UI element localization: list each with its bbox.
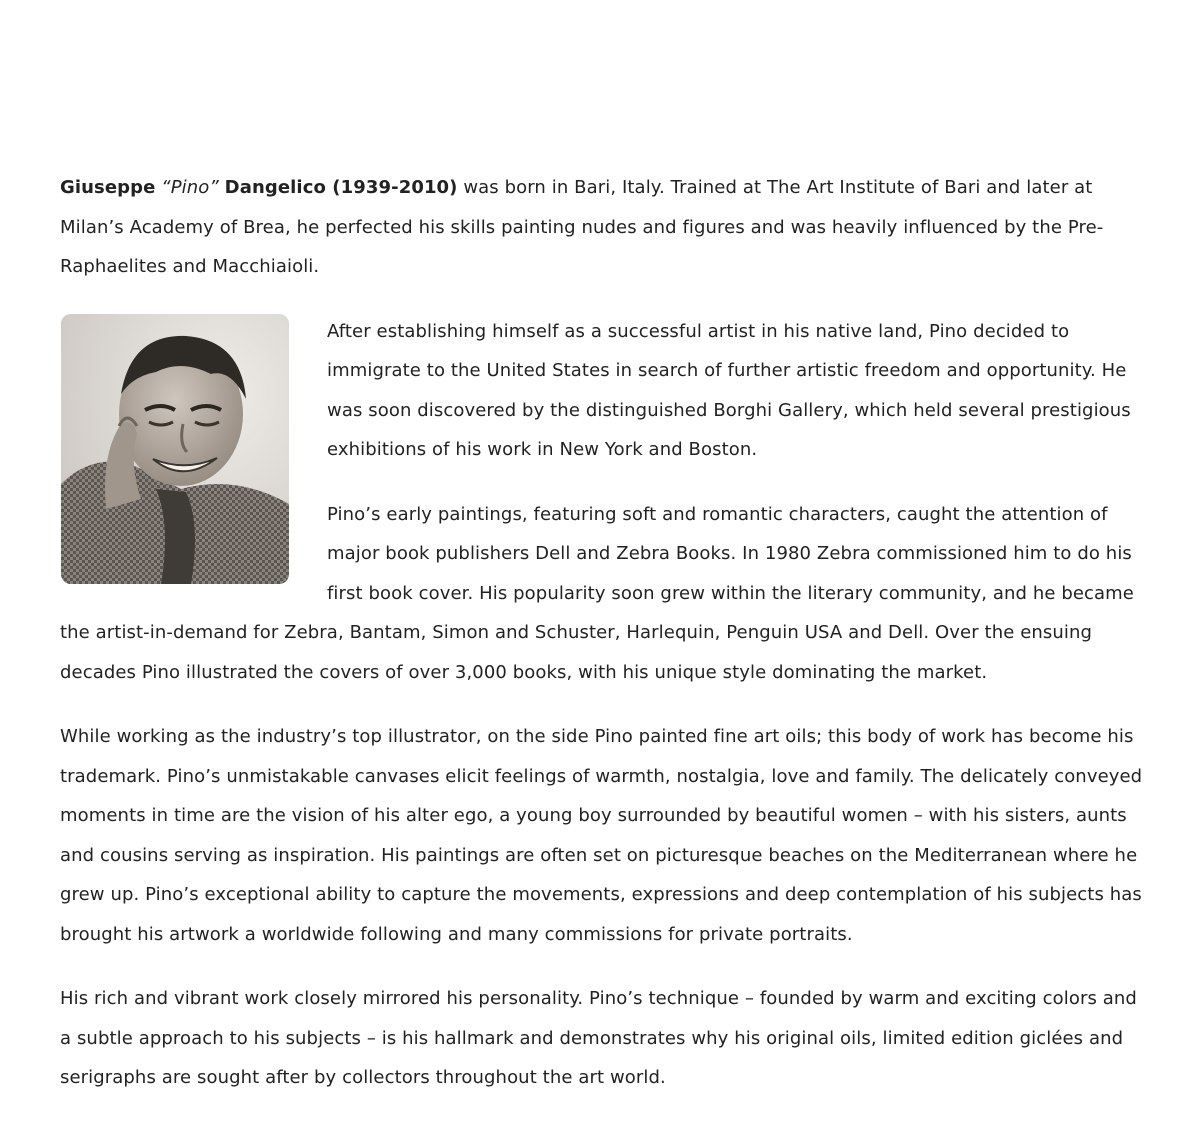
paragraph-immigration: After establishing himself as a successful artist in his native land, Pino decided to immigrate to the United States in search of further artistic freedom and opportunity. He was soon discovered by the distinguished Borghi Gallery, which held several prestigious exhibitions of his work in New York and Boston. [327,320,1131,460]
paragraph-technique: His rich and vibrant work closely mirrored his personality. Pino’s technique – founded by warm and exciting colors and a subtle approach to his subjects – is his hallmark and demonstrates why his original oils, limited edition giclées and serigraphs are sought after by collectors throughout the art world. [60,988,1137,1088]
artist-name-years: Dangelico (1939-2010) [224,177,458,198]
paragraph-book-covers: Pino’s early paintings, featuring soft and romantic characters, caught the attention of major book publishers Dell and Zebra Books. In 1980 Zebra commissioned him to do his first book cover. His popularity soon grew within the literary community, and he became the artist-in-demand for Zebra, Bantam, Simon and Schuster, Harlequin, Penguin USA and Dell. Over the ensuing decades Pino illustrated the covers of over 3,000 books, with his unique style dominating the market. [60,503,1134,683]
artist-portrait-photo [61,314,289,584]
intro-paragraph [60,168,1145,287]
artist-first-name: Giuseppe [60,177,156,198]
artist-nickname: “Pino” [161,177,219,198]
biography-article [60,168,1145,1123]
intro-text: was born in Bari, Italy. Trained at The Art Institute of Bari and later at Milan’s Academy of Brea, he perfected his skills painting nudes and figures and was heavily influenced by the Pre-Raphaelites and Macchiaioli. [60,177,1104,277]
paragraph-fine-art: While working as the industry’s top illustrator, on the side Pino painted fine art oils; this body of work has become his trademark. Pino’s unmistakable canvases elicit feelings of warmth, nostalgia, love and family. The delicately conveyed moments in time are the vision of his alter ego, a young boy surrounded by beautiful women – with his sisters, aunts and cousins serving as inspiration. His paintings are often set on picturesque beaches on the Mediterranean where he grew up. Pino’s exceptional ability to capture the movements, expressions and deep contemplation of his subjects has brought his artwork a worldwide following and many commissions for private portraits. [60,726,1143,945]
